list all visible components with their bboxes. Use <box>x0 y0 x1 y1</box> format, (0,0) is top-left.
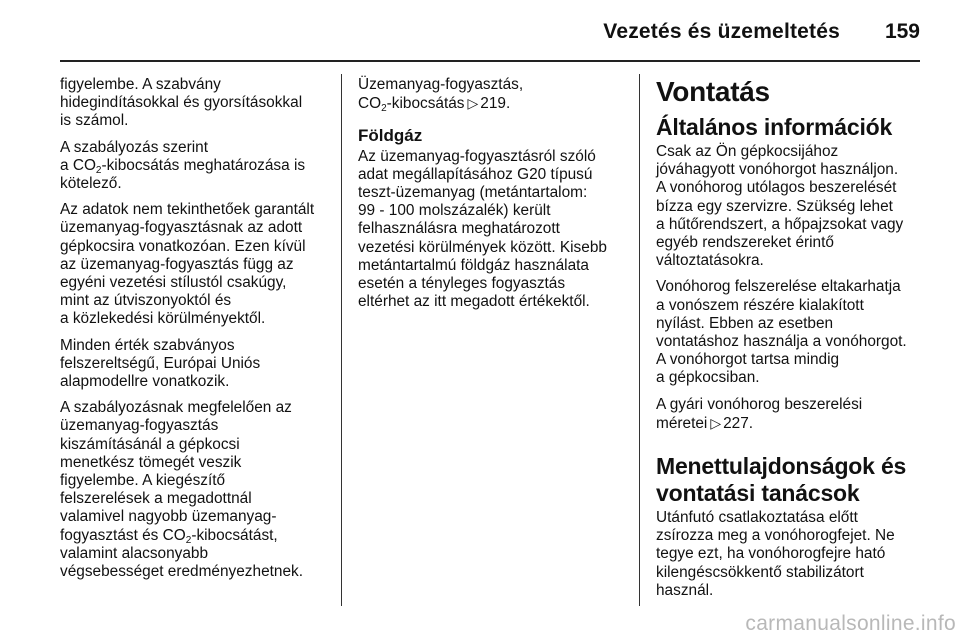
text-line: a közlekedési körülményektől. <box>60 310 266 328</box>
heading-driving-tips <box>656 453 926 507</box>
text-line: nyílást. Ebben az esetben <box>656 314 834 332</box>
text-line: változtatásokra. <box>656 252 764 270</box>
text-line: Csak az Ön gépkocsijához <box>656 143 839 160</box>
column-divider-2 <box>639 74 640 606</box>
paragraph-regulation <box>60 139 332 194</box>
text-line: A szabályozás szerint <box>60 138 208 156</box>
text-line: az üzemanyag-fogyasztás függ az <box>60 255 294 273</box>
text-line: eltérhet az itt megadott értékektől. <box>358 293 590 311</box>
paragraph-standard <box>60 76 332 131</box>
heading-line: vontatási tanácsok <box>656 480 860 507</box>
paragraph-calculation <box>60 399 332 581</box>
text-line: felszereltségű, Európai Uniós <box>60 354 261 372</box>
text-line: Az adatok nem tekinthetőek garantált <box>60 201 315 219</box>
text-line: fogyasztást és $CO_2$-kibocsátást, <box>60 526 278 546</box>
text-line: zsírozza meg a vonóhorogfejet. Ne <box>656 527 895 545</box>
paragraph-trailer-coupling <box>656 509 926 600</box>
page-number: 159 <box>884 20 920 43</box>
text-line: $CO_2$-kibocsátás ▷ 219. <box>358 95 511 115</box>
text-line: Utánfutó csatlakoztatása előtt <box>656 509 858 527</box>
text-line: teszt-üzemanyag (metántartalom: <box>358 184 588 202</box>
text-line: méretei ▷ 227. <box>656 414 754 432</box>
text-line: valamint alacsonyabb <box>60 544 209 562</box>
paragraph-towing-eye <box>656 278 926 387</box>
header-title: Vezetés és üzemeltetés <box>603 20 840 43</box>
paragraph-natural-gas <box>358 148 628 312</box>
text-line: kötelező. <box>60 175 122 193</box>
paragraph-towbar-approval <box>656 143 926 270</box>
text-line: figyelembe. A kiegészítő <box>60 472 226 490</box>
text-line: Üzemanyag-fogyasztás, <box>358 76 524 93</box>
header-rule <box>60 60 920 62</box>
text-line: 99 - 100 molszázalék) került <box>358 202 551 220</box>
heading-general-info: Általános információk <box>656 114 893 140</box>
text-line: felszerelések a megadottnál <box>60 490 252 508</box>
column-divider-1 <box>341 74 342 606</box>
text-line: a gépkocsiban. <box>656 369 760 387</box>
text-line: alapmodellre vonatkozik. <box>60 373 230 391</box>
text-line: a $CO_2$-kibocsátás meghatározása is <box>60 156 306 176</box>
text-line: valamivel nagyobb üzemanyag- <box>60 508 277 526</box>
heading-line: Menettulajdonságok és <box>656 453 907 480</box>
text-line: A vonóhorgot tartsa mindig <box>656 351 840 369</box>
text-line: figyelembe. A szabvány <box>60 76 221 93</box>
text-line: felhasználásra meghatározott <box>358 220 560 238</box>
text-line: menetkész tömegét veszik <box>60 453 242 471</box>
text-line: A vonóhorog utólagos beszerelését <box>656 179 897 197</box>
text-line: Vonóhorog felszerelése eltakarhatja <box>656 278 901 296</box>
page-ref-link[interactable]: 219. <box>480 95 511 113</box>
text-line: üzemanyag-fogyasztás <box>60 417 219 435</box>
heading-towing: Vontatás <box>656 76 770 107</box>
column-2 <box>358 76 628 612</box>
text-line: kiszámításánál a gépkocsi <box>60 435 240 453</box>
paragraph-base-model <box>60 337 332 392</box>
text-line: vezetési körülmények között. Kisebb <box>358 238 607 256</box>
text-line: a vonószem részére kialakított <box>656 296 864 314</box>
text-line: egyéni vezetési stílustól csakúgy, <box>60 274 287 292</box>
paragraph-disclaimer <box>60 201 332 328</box>
text-line: mint az útviszonyoktól és <box>60 292 232 310</box>
text-line: végsebességet eredményezhetnek. <box>60 563 303 581</box>
text-line: gépkocsira vonatkozóan. Ezen kívül <box>60 237 306 255</box>
text-line: üzemanyag-fogyasztásnak az adott <box>60 219 303 237</box>
text-line: Minden érték szabványos <box>60 336 235 354</box>
text-line: használ. <box>656 581 714 599</box>
page-ref-link[interactable]: 227. <box>723 414 754 432</box>
text-line: adat megállapításához G20 típusú <box>358 165 593 183</box>
text-line: vontatáshoz használja a vonóhorgot. <box>656 333 907 351</box>
page-header <box>60 0 920 62</box>
text-line: Az üzemanyag-fogyasztásról szóló <box>358 147 596 165</box>
text-line: esetén a tényleges fogyasztás <box>358 275 566 293</box>
heading-natural-gas: Földgáz <box>358 126 423 146</box>
paragraph-intro <box>358 76 628 113</box>
text-line: A gyári vonóhorog beszerelési <box>656 395 863 413</box>
text-line: metántartalmú földgáz használata <box>358 256 589 274</box>
text-line: A szabályozásnak megfelelően az <box>60 399 292 417</box>
text-line: jóváhagyott vonóhorgot használjon. <box>656 161 899 179</box>
text-line: egyéb rendszereket érintő <box>656 234 834 252</box>
text-line: bízza egy szervizre. Szükség lehet <box>656 197 893 215</box>
paragraph-dimensions <box>656 396 926 433</box>
text-line: hidegindításokkal és gyorsításokkal <box>60 94 303 112</box>
text-line: kilengéscsökkentő stabilizátort <box>656 563 864 581</box>
page-ref-icon: ▷ <box>710 414 722 431</box>
text-line: tegye ezt, ha vonóhorogfejre ható <box>656 545 886 563</box>
text-line: a hűtőrendszert, a hőpajzsokat vagy <box>656 215 904 233</box>
text-line: is számol. <box>60 112 129 130</box>
watermark: carmanualsonline.info <box>745 612 956 635</box>
column-3 <box>656 76 926 612</box>
page-ref-icon: ▷ <box>467 95 479 112</box>
column-1 <box>60 76 332 612</box>
